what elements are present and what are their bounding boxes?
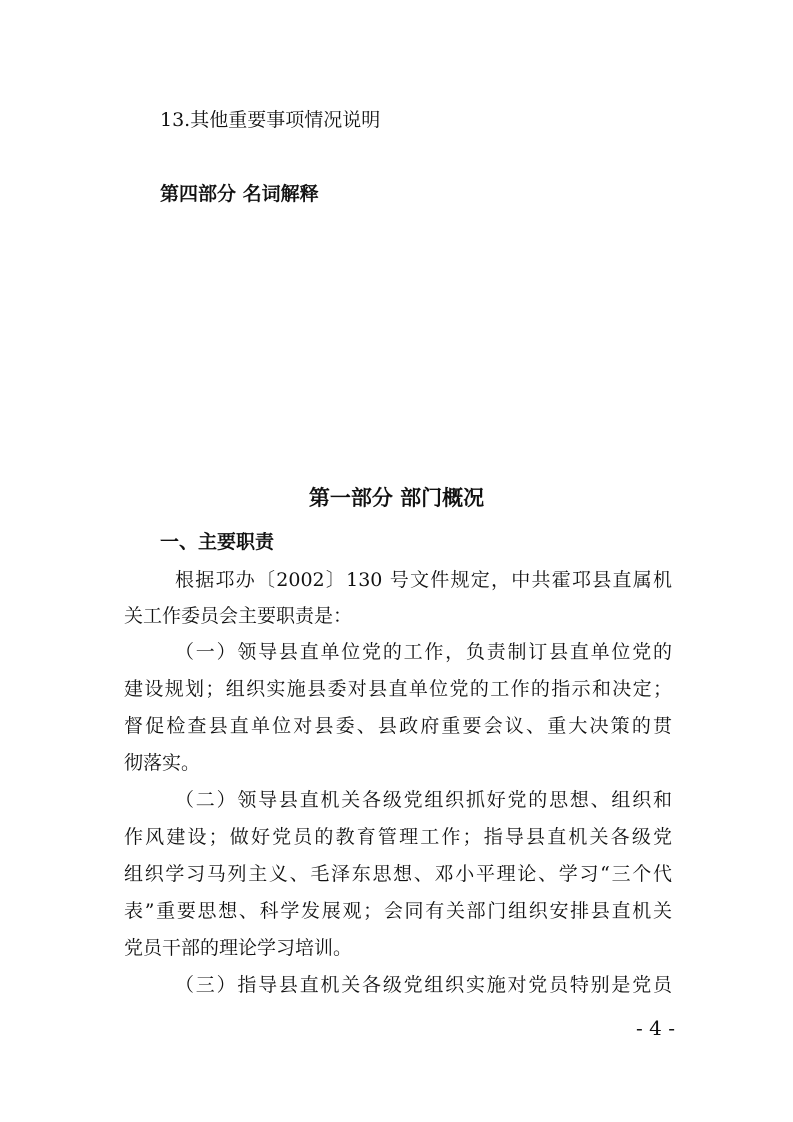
duty2-line-3: 组织学习马列主义、毛泽东思想、邓小平理论、学习“三个代 — [124, 863, 672, 885]
intro-line-1: 根据邛办〔2002〕130 号文件规定，中共霍邛县直属机 — [175, 569, 672, 591]
toc-item-13: 13.其他重要事项情况说明 — [160, 109, 381, 131]
duty1-line-3: 督促检查县直单位对县委、县政府重要会议、重大决策的贯 — [124, 715, 672, 737]
duty1-line-1: （一）领导县直单位党的工作，负责制订县直单位党的 — [175, 641, 672, 663]
duty1-line-4: 彻落实。 — [124, 752, 201, 774]
intro-line-2: 关工作委员会主要职责是： — [124, 605, 353, 627]
duty2-line-4: 表”重要思想、科学发展观；会同有关部门组织安排县直机关 — [124, 900, 672, 922]
duty2-line-1: （二）领导县直机关各级党组织抓好党的思想、组织和 — [175, 789, 672, 811]
page-number: - 4 - — [636, 1016, 675, 1040]
heading-main-duties: 一、主要职责 — [160, 531, 275, 553]
duty2-line-5: 党员干部的理论学习培训。 — [124, 937, 353, 959]
duty2-line-2: 作风建设；做好党员的教育管理工作；指导县直机关各级党 — [124, 826, 672, 848]
toc-part-4: 第四部分 名词解释 — [160, 183, 319, 205]
duty1-line-2: 建设规划；组织实施县委对县直单位党的工作的指示和决定； — [124, 678, 672, 700]
section-title: 第一部分 部门概况 — [308, 486, 485, 510]
duty3-line-1: （三）指导县直机关各级党组织实施对党员特别是党员 — [175, 974, 672, 996]
